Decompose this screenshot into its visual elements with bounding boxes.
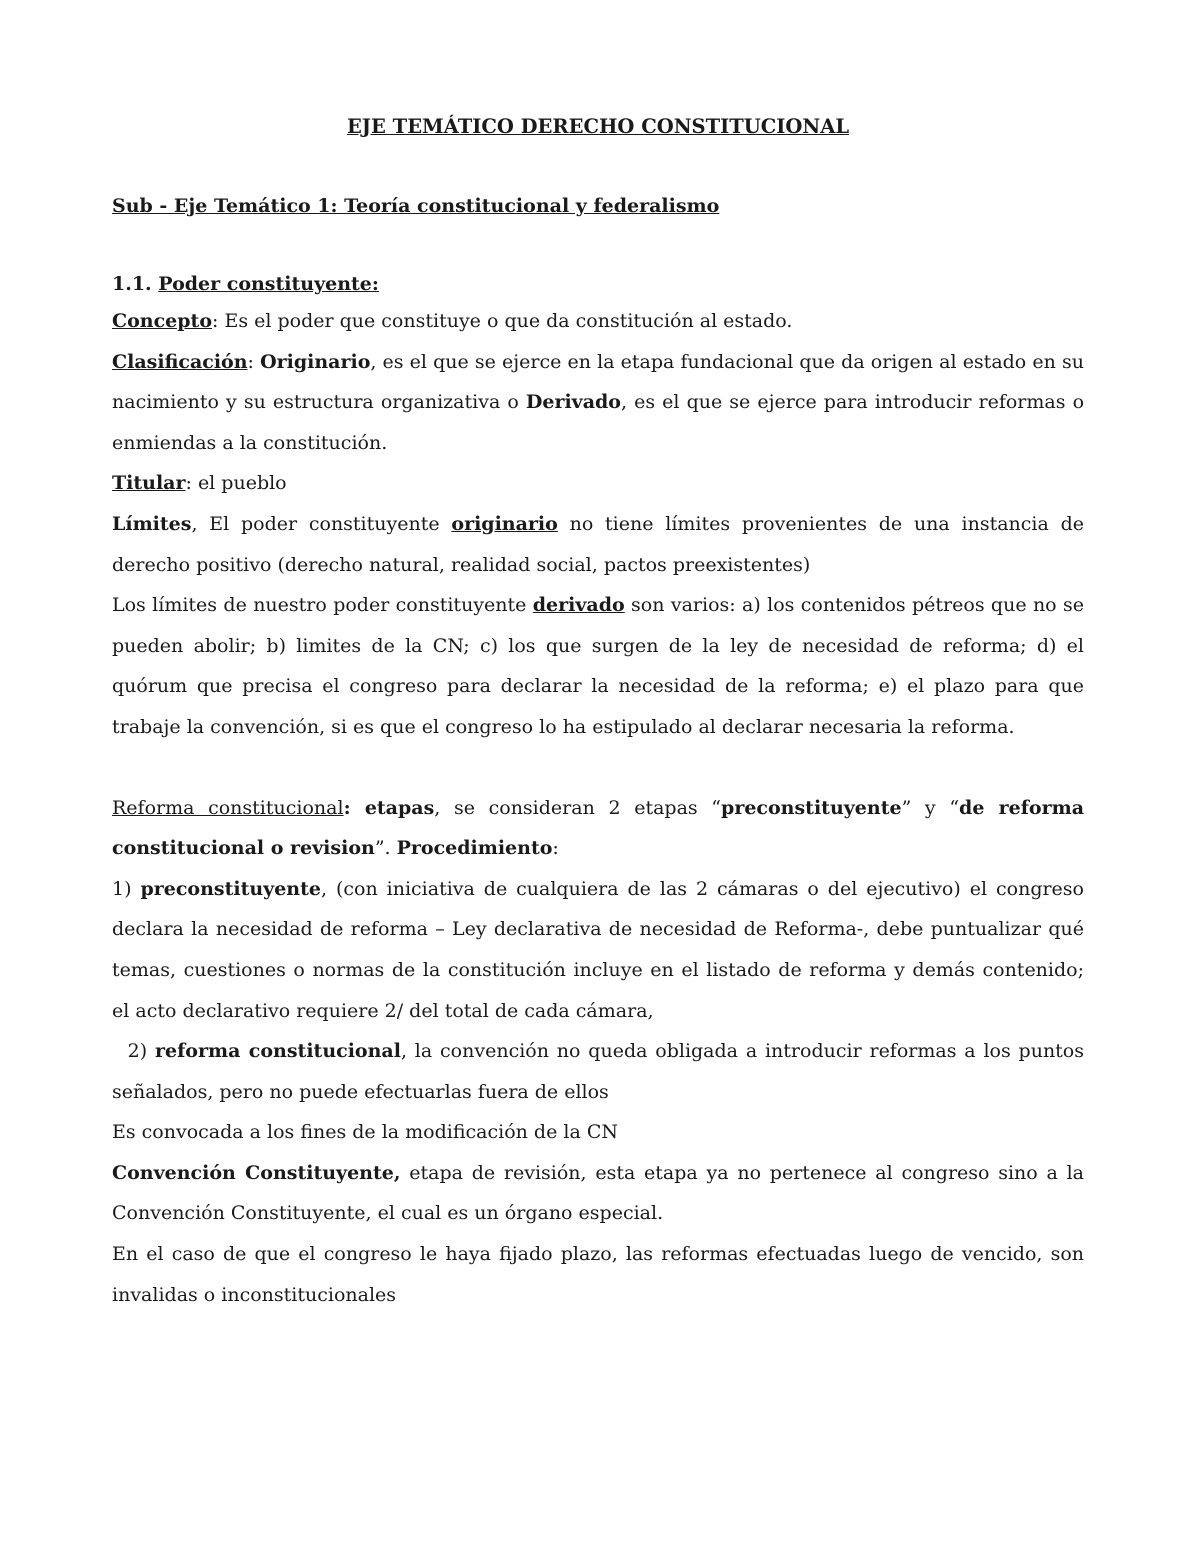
reforma-text-4: : <box>552 837 559 860</box>
document-subtitle: Sub - Eje Temático 1: Teoría constitucional y federalismo <box>112 195 720 217</box>
section-heading <box>112 267 1084 301</box>
etapas-term: etapas <box>364 796 435 819</box>
limites-paragraph <box>112 504 1084 585</box>
step-2-number: 2) <box>112 1040 156 1063</box>
section-number: 1.1. <box>112 273 159 295</box>
concepto-paragraph <box>112 301 1084 342</box>
step-2-paragraph <box>112 1031 1091 1112</box>
reforma-text-2: ” y “ <box>901 796 960 819</box>
originario-term: Originario <box>260 350 371 373</box>
step-2-text: , la convención no queda obligada a introducir reformas a los puntos señalados, pero no puede efectuarlas fuera de ellos <box>112 1040 1091 1103</box>
limites-derivado-text-1: Los límites de nuestro poder constituyente <box>112 594 533 617</box>
procedimiento-term: Procedimiento <box>396 837 553 860</box>
step-1-label: preconstituyente <box>140 877 321 900</box>
clasificacion-label: Clasificación <box>112 350 248 373</box>
concepto-text: : Es el poder que constituye o que da constitución al estado. <box>212 310 793 332</box>
reforma-colon: : <box>343 796 365 819</box>
convencion-paragraph <box>112 1153 1084 1234</box>
convencion-text: etapa de revisión, esta etapa ya no pertenece al congreso sino a la Convención Constituyente, el cual es un órgano especial. <box>112 1161 1084 1225</box>
limites-label: Límites <box>112 512 192 535</box>
titular-paragraph <box>112 463 1084 504</box>
clasificacion-text-1: , es el que se ejerce en la etapa fundacional que da origen al estado en su nacimiento y su estructura organizativa o <box>112 350 1084 414</box>
convocada-paragraph: Es convocada a los fines de la modificación de la CN <box>112 1121 618 1144</box>
limites-derivado-term: derivado <box>532 594 625 617</box>
paragraph-gap <box>112 748 1084 788</box>
reforma-label: Reforma constitucional <box>112 796 344 819</box>
titular-label: Titular <box>112 472 186 495</box>
clasificacion-sep: : <box>247 350 261 373</box>
reforma-text-3: ”. <box>374 837 397 860</box>
section-title: Poder constituyente: <box>158 273 379 295</box>
reforma-text-1: , se consideran 2 etapas “ <box>434 796 722 819</box>
clasificacion-text-2: , es el que se ejerce para introducir reformas o enmiendas a la constitución. <box>112 391 1085 454</box>
derivado-term: Derivado <box>525 391 621 414</box>
preconstituyente-term: preconstituyente <box>721 796 902 819</box>
limites-derivado-paragraph <box>112 585 1084 747</box>
concepto-label: Concepto <box>112 310 213 332</box>
titular-text: : el pueblo <box>185 472 287 495</box>
step-1-number: 1) <box>112 877 141 900</box>
step-1-text: , (con iniciativa de cualquiera de las 2 cámaras o del ejecutivo) el congreso declara la necesidad de reforma – Ley declarativa de necesidad de Reforma-, debe puntualizar qué temas, cuestiones o normas de la constitución incluye en el listado de reforma y demás contenido; el acto declarativo requiere 2/ del total de cada cámara, <box>112 877 1084 1022</box>
de-reforma-term: de reforma constitucional o revision <box>112 796 1085 860</box>
clasificacion-paragraph <box>112 342 1084 464</box>
limites-originario-term: originario <box>451 512 558 535</box>
limites-text-2: no tiene límites provenientes de una instancia de derecho positivo (derecho natural, realidad social, pactos preexistentes) <box>112 512 1084 576</box>
limites-derivado-text-2: son varios: a) los contenidos pétreos que no se pueden abolir; b) limites de la CN; c) los que surgen de la ley de necesidad de reforma; d) el quórum que precisa el congreso para declarar la necesidad de la reforma; e) el plazo para que trabaje la convención, si es que el congreso lo ha estipulado al declarar necesaria la reforma. <box>112 594 1084 738</box>
step-1-paragraph <box>112 869 1084 1031</box>
limites-text-1: , El poder constituyente <box>191 512 452 535</box>
convencion-label: Convención Constituyente, <box>112 1161 401 1184</box>
reforma-paragraph <box>112 788 1084 869</box>
document-page <box>112 110 1091 1315</box>
step-2-label: reforma constitucional <box>155 1040 401 1063</box>
document-title: EJE TEMÁTICO DERECHO CONSTITUCIONAL <box>346 115 850 138</box>
plazo-paragraph: En el caso de que el congreso le haya fijado plazo, las reformas efectuadas luego de vencido, son invalidas o inconstitucionales <box>112 1243 1084 1306</box>
